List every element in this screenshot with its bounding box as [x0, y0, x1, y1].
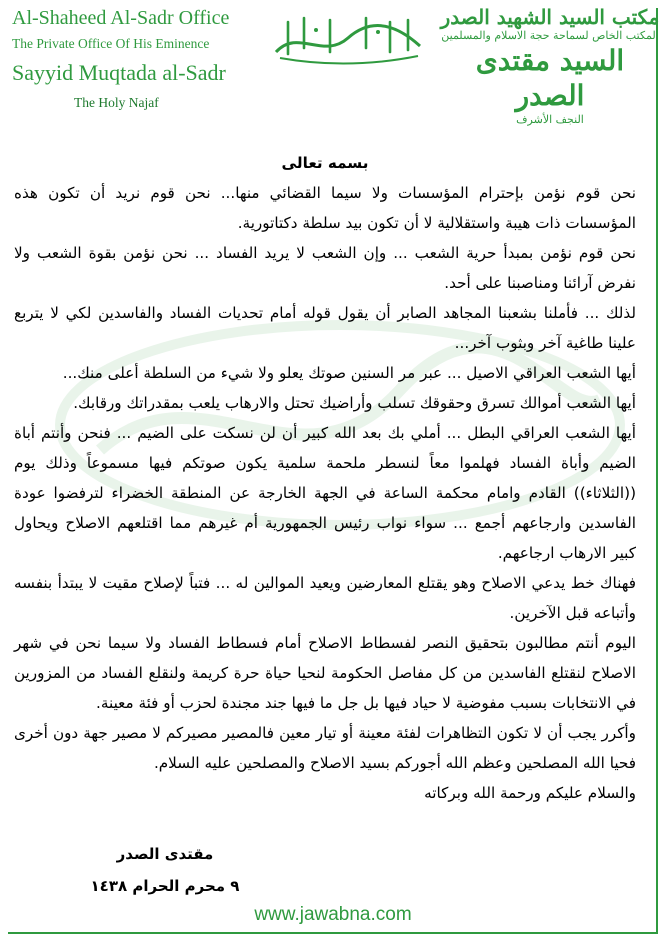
sayyid-name-ar: السيد مقتدى الصدر: [475, 44, 625, 113]
closing-greeting: والسلام عليكم ورحمة الله وبركاته: [424, 784, 636, 802]
basmala-calligraphy: [268, 8, 428, 68]
sayyid-name-en: Sayyid Muqtada al-Sadr: [12, 60, 226, 86]
signature-block: [70, 838, 260, 902]
letterhead-english: [12, 8, 262, 110]
paragraph: أيها الشعب أموالك تسرق وحقوقك تسلب وأراضيك تحتل والارهاب يلعب بمقدراتك ورقابك.: [73, 394, 636, 412]
office-name-ar: مكتب السيد الشهيد الصدر: [440, 5, 660, 29]
signatory-name: مقتدى الصدر: [116, 845, 214, 863]
paragraph: وأكرر يجب أن لا تكون التظاهرات لفئة معينة أو تيار معين فالمصير مصيركم لا مصير جهة دون أخرى فحيا الله المصلحين وعظم الله أجوركم بسيد الاصلاح والمصلحين عليه السلام.: [14, 724, 636, 772]
place-ar: النجف الأشرف: [516, 113, 584, 127]
paragraph: اليوم أنتم مطالبون بتحقيق النصر لفسطاط الاصلاح أمام فسطاط الفساد ولا سيما نحن في شهر الاصلاح لنقتلع الفاسدين من كل مفاصل الحكومة لنحيا حياة حرة كريمة ولنقلع الفساد من المزورين في الانتخابات بسبب مفوضية لا حياد فيها بل جل ما فيها جند مجندة لحزب أو فئة معينة.: [14, 634, 636, 712]
office-name-en: Al-Shaheed Al-Sadr Office: [12, 7, 230, 29]
paragraph: نحن قوم نؤمن بمبدأ حرية الشعب ... وإن الشعب لا يريد الفساد ... نحن نؤمن بقوة الشعب ولا نفرض آرائنا ومناصبنا على أحد.: [14, 244, 636, 292]
private-office-ar: المكتب الخاص لسماحة حجة الاسلام والمسلمين: [441, 29, 659, 42]
letterhead-arabic: [440, 6, 660, 138]
place-en: The Holy Najaf: [74, 95, 159, 111]
paragraph: أيها الشعب العراقي البطل ... أملي بك بعد الله كبير أن لن نسكت على الضيم ... فنحن وأنتم أباة الضيم وأباة الفساد فهلموا معاً لنسطر ملحمة سلمية يكون صوتكم فيها مسموعاً وذلك يوم ((الثلاثاء)) القادم وامام محكمة الساعة في الجهة الخارجة عن المنطقة الخضراء لترفضوا عودة الفاسدين وارجاعهم أجمع ... سواء نواب رئيس الجمهورية أم غيرهم مما اقتلعهم الاصلاح ويحاول كبير الارهاب ارجاعهم.: [14, 424, 636, 562]
private-office-en: The Private Office Of His Eminence: [12, 36, 210, 51]
paragraph: أيها الشعب العراقي الاصيل ... عبر مر السنين صوتك يعلو ولا شيء من السلطة أعلى منك...: [62, 364, 636, 382]
paragraph: نحن قوم نؤمن بإحترام المؤسسات ولا سيما القضائي منها... نحن قوم نريد أن تكون هذه المؤسسات ذات هيبة واستقلالية لا أن تكون بيد سلطة دكتاتورية.: [14, 184, 636, 232]
letter-body: [14, 148, 636, 808]
footer-url[interactable]: www.jawabna.com: [254, 904, 412, 925]
letter-title: بسمه تعالى: [281, 154, 369, 172]
paragraph: فهناك خط يدعي الاصلاح وهو يقتلع المعارضين ويعيد الموالين له ... فتباً لإصلاح مقيت لا يبتدأ بنفسه وأتباعه قبل الآخرين.: [14, 574, 636, 622]
signature-date: ٩ محرم الحرام ١٤٣٨: [90, 877, 240, 895]
paragraph: لذلك ... فأملنا بشعبنا المجاهد الصابر أن يقول قوله أمام تحديات الفساد والفاسدين لكي لا يتربع علينا طاغية آخر وبثوب آخر...: [14, 304, 636, 352]
